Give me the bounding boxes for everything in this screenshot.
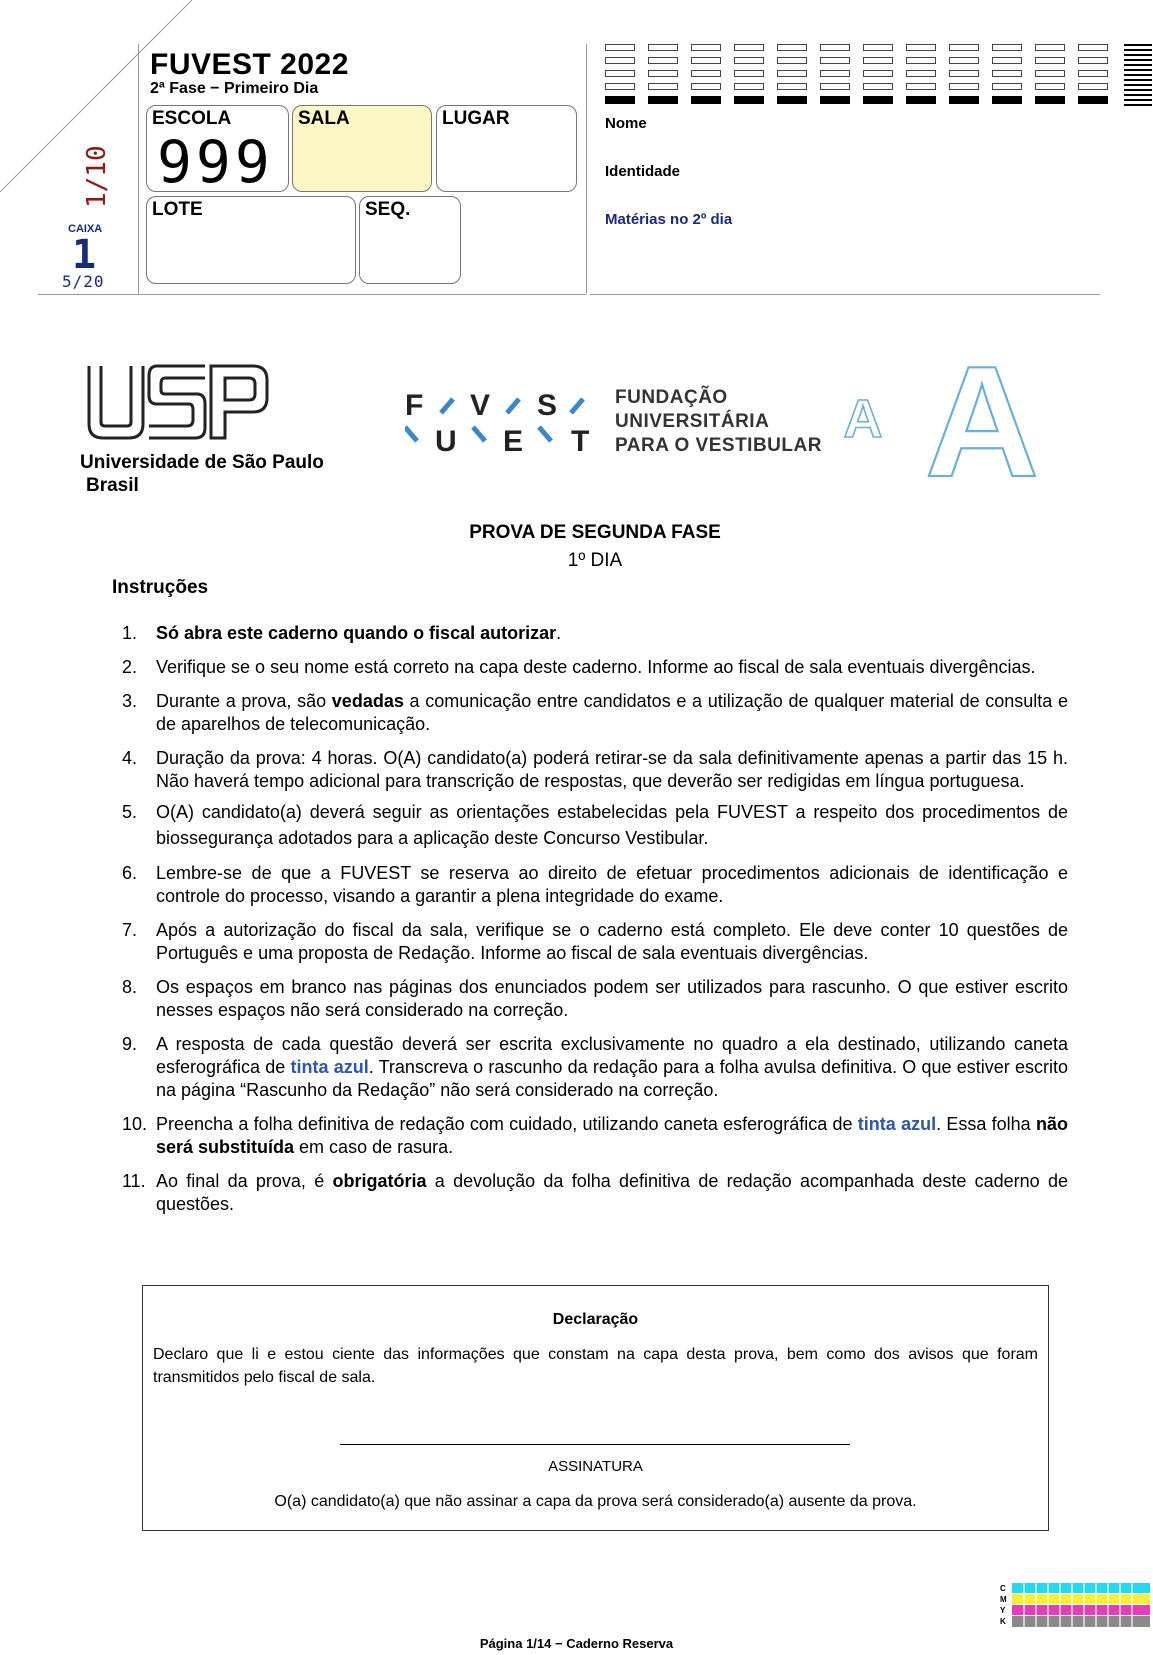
version-letter-small-text: A (843, 392, 883, 442)
exam-day: 1º DIA (567, 550, 623, 571)
fuvest-foundation-name (615, 386, 822, 458)
usp-country: Brasil (86, 475, 139, 496)
instruction-text: . (556, 623, 562, 643)
emphasis-text: não será substituída (156, 1114, 1068, 1157)
seq-label: SEQ. (365, 199, 411, 220)
instruction-text: . Transcreva o rascunho da redação para a folha avulsa definitiva. O que estiver escrito na página “Rascunho da Redação” não será considerado na correção. (156, 1057, 1068, 1100)
emphasis-text: obrigatória (332, 1171, 427, 1191)
version-letter-large (920, 358, 1045, 483)
nome-label: Nome (605, 115, 647, 132)
usp-name: Universidade de São Paulo (80, 452, 324, 473)
instruction-number: 9. (122, 1034, 138, 1054)
highlight-text: tinta azul (290, 1057, 369, 1077)
instruction-text: a comunicação entre candidatos e a utilização de qualquer material de consulta e de aparelhos de telecomunicação. (156, 691, 1068, 734)
lote-box (146, 196, 356, 284)
instruction-item (122, 1033, 1068, 1102)
instruction-number: 11. (122, 1171, 146, 1191)
identidade-label: Identidade (605, 163, 681, 180)
instruction-text: A resposta de cada questão deverá ser escrita exclusivamente no quadro a ela destinado, utilizando caneta esferográfica de (156, 1034, 1068, 1077)
instruction-item (122, 622, 1068, 645)
instruction-text: Durante a prova, são (156, 691, 332, 711)
instruction-number: 5. (122, 802, 138, 822)
instructions-title: Instruções (112, 577, 209, 598)
version-letter-small (838, 392, 888, 442)
header-divider-right (586, 44, 587, 294)
booklet-fraction: 1/10 (82, 145, 112, 208)
fuvest-name-line1: FUNDAÇÃO (615, 387, 728, 408)
declaration-text: Declaro que li e estou ciente das informações que constam na capa desta prova, bem como dos avisos que foram transmitidos pelo fiscal de sala. (153, 1346, 1038, 1386)
instruction-text: a devolução da folha definitiva de redação acompanhada deste caderno de questões. (156, 1171, 1068, 1214)
instruction-text: Após a autorização do fiscal da sala, verifique se o caderno está completo. Ele deve conter 10 questões de Português e uma proposta de Redação. Informe ao fiscal de sala eventuais divergências. (156, 920, 1068, 963)
instruction-number: 10. (122, 1114, 148, 1134)
signature-line[interactable] (340, 1444, 850, 1445)
caixa-number: 1 (72, 232, 97, 278)
instruction-text: Ao final da prova, é (156, 1171, 333, 1191)
signature-label: ASSINATURA (548, 1458, 643, 1475)
escola-value: 999 (157, 128, 274, 196)
materias-label: Matérias no 2º dia (605, 211, 733, 228)
fuvest-name-line2: UNIVERSITÁRIA (615, 411, 770, 432)
cmyk-label: CMYK (1000, 1584, 1007, 1626)
instruction-text: Duração da prova: 4 horas. O(A) candidato(a) poderá retirar-se da sala definitivamente apenas a partir das 15 h. Não haverá tempo adicional para transcrição de respostas, que deverão ser redigidas em língua portuguesa. (156, 748, 1068, 791)
instruction-text: Lembre-se de que a FUVEST se reserva ao direito de efetuar procedimentos adicionais de identificação e controle do processo, visando a garantir a plena integridade do exame. (156, 863, 1068, 906)
svg-text:U: U (435, 425, 457, 453)
emphasis-text: Só abra este caderno quando o fiscal autorizar (156, 623, 557, 643)
lugar-box (436, 105, 577, 192)
instruction-number: 2. (122, 657, 138, 677)
instruction-number: 8. (122, 977, 138, 997)
lugar-label: LUGAR (442, 108, 510, 129)
seq-box (359, 196, 461, 284)
instruction-item (122, 1170, 1068, 1216)
fuvest-logo-mark (405, 385, 595, 453)
instruction-number: 7. (122, 920, 138, 940)
instruction-number: 1. (122, 623, 138, 643)
sala-label: SALA (298, 108, 350, 129)
svg-text:S: S (537, 389, 558, 422)
instruction-item (122, 656, 1068, 679)
instruction-text: Preencha a folha definitiva de redação com cuidado, utilizando caneta esferográfica de (156, 1114, 858, 1134)
instruction-text: Verifique se o seu nome está correto na capa deste caderno. Informe ao fiscal de sala eventuais divergências. (156, 657, 1036, 677)
exam-title: PROVA DE SEGUNDA FASE (469, 522, 721, 543)
instruction-text: Os espaços em branco nas páginas dos enunciados podem ser utilizados para rascunho. O que estiver escrito nesses espaços não será considerado na correção. (156, 977, 1068, 1020)
instruction-item (122, 919, 1068, 965)
declaration-footer: O(a) candidato(a) que não assinar a capa da prova será considerado(a) ausente da prova. (274, 1493, 917, 1510)
emphasis-text: vedadas (331, 691, 404, 711)
svg-text:F: F (405, 389, 424, 422)
instruction-item (122, 747, 1068, 793)
instruction-number: 4. (122, 748, 138, 768)
declaration-box (142, 1285, 1049, 1531)
lote-label: LOTE (152, 199, 203, 220)
instruction-text: em caso de rasura. (294, 1137, 454, 1157)
instruction-number: 6. (122, 863, 138, 883)
exam-header-subtitle: 2ª Fase − Primeiro Dia (150, 80, 319, 97)
svg-text:E: E (503, 425, 524, 453)
instruction-text: . Essa folha (936, 1114, 1036, 1134)
escola-label: ESCOLA (152, 108, 232, 129)
instruction-item (122, 862, 1068, 908)
sala-box (292, 105, 432, 192)
exam-header-title: FUVEST 2022 (150, 48, 349, 81)
instruction-item (122, 1113, 1068, 1159)
cmyk-color-bar (1000, 1583, 1150, 1627)
svg-text:V: V (470, 389, 491, 422)
usp-logo (85, 362, 270, 442)
instructions-list (122, 622, 1068, 1216)
page-footer: Página 1/14 − Caderno Reserva (479, 1636, 674, 1651)
svg-text:T: T (571, 425, 590, 453)
fuvest-name-line3: PARA O VESTIBULAR (615, 435, 822, 456)
escola-box (146, 105, 289, 196)
instruction-number: 3. (122, 691, 138, 711)
caixa-label: CAIXA (68, 223, 103, 235)
instruction-item (122, 976, 1068, 1022)
instruction-item (122, 690, 1068, 736)
version-letter-large-text: A (924, 358, 1040, 483)
caixa-fraction: 5/20 (62, 272, 105, 291)
instruction-item (122, 799, 1068, 851)
declaration-title: Declaração (552, 1311, 639, 1328)
header-rule-left (38, 294, 586, 295)
header-rule-right (590, 294, 1100, 295)
side-barcode (1124, 44, 1152, 110)
instruction-text: O(A) candidato(a) deverá seguir as orientações estabelecidas pela FUVEST a respeito dos procedimentos de biossegurança adotados para a aplicação deste Concurso Vestibular. (156, 802, 1068, 848)
highlight-text: tinta azul (857, 1114, 937, 1134)
